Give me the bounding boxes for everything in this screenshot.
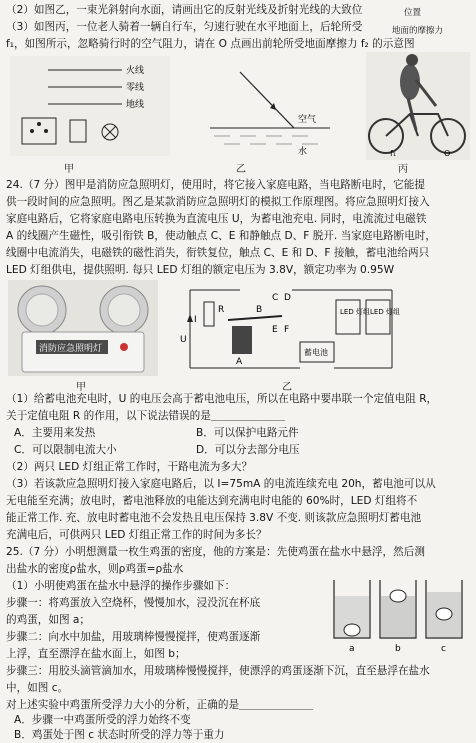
q24-option-b: B．可以保护电路元件 <box>196 427 299 439</box>
beaker-c-label: c <box>441 644 446 654</box>
q24-option-d: D．可以分去部分电压 <box>196 444 300 456</box>
q24-option-a: A．主要用来发热 <box>14 427 96 439</box>
q25-step2-a: 步骤二：向水中加盐，用玻璃棒慢慢搅拌，使鸡蛋逐渐 <box>6 631 261 643</box>
q25-step1-b: 的鸡蛋，如图 a； <box>6 614 91 626</box>
q25-step3-b: 中，如图 c。 <box>6 682 69 694</box>
q25-option-b: B．鸡蛋处于图 c 状态时所受的浮力等于重力 <box>14 729 225 741</box>
q24-sub1-line-2: 关于定值电阻 R 的作用，以下说法错误的是＿＿＿＿＿＿＿ <box>6 410 285 422</box>
air-label: 空气 <box>298 115 317 125</box>
contact-f-label: F <box>284 325 290 335</box>
figure-beakers <box>330 572 470 654</box>
caption-yi-23: 乙 <box>236 164 246 175</box>
battery-label: 蓄电池 <box>304 348 328 357</box>
q24-sub1-line-1: （1）给蓄电池充电时，U 的电压会高于蓄电池电压，所以在电路中要串联一个定值电阻 R， <box>6 393 438 405</box>
caption-yi-24: 乙 <box>282 382 292 393</box>
figure-yi-circuit <box>180 282 402 376</box>
led-group-1-label: LED 灯组 <box>340 308 370 316</box>
q24-line-4: A 的线圈产生磁性，吸引衔铁 B，使动触点 C、E 和静触点 D、F 脱开. 当家庭电路断电时， <box>6 230 436 242</box>
contact-e-label: E <box>272 325 278 335</box>
q25-step3-a: 步骤三：用胶头滴管滴加水，用玻璃棒慢慢搅拌，使漂浮的鸡蛋逐渐下沉，直至悬浮在盐水 <box>6 665 430 677</box>
beaker-a-label: a <box>349 644 355 654</box>
q23-handwritten-friction: 地面的摩擦力 <box>392 26 444 36</box>
figure-bing-cyclist <box>366 52 470 160</box>
rider-head-icon <box>406 54 418 66</box>
water-label: 水 <box>298 147 308 157</box>
beaker-b-label: b <box>395 644 401 654</box>
q25-step2-b: 上浮，直至漂浮在盐水面上，如图 b； <box>6 648 186 660</box>
wire-neutral-label: 零线 <box>126 83 145 93</box>
electromagnet-icon <box>232 326 252 354</box>
beaker-c-icon <box>426 580 462 638</box>
incident-ray <box>240 72 294 128</box>
beaker-a-icon <box>334 580 370 638</box>
q24-line-2: 供一段时间的应急照明。图乙是某款消防应急照明灯的模拟工作原理图。将应急照明灯接入 <box>6 196 430 208</box>
q24-sub3-line-3: 能正常工作. 充、放电时蓄电池不会发热且电压保持 3.8V 不变. 则该款应急照明灯蓄电池 <box>6 512 422 524</box>
point-o-label: O <box>444 149 451 158</box>
voltage-label: U <box>180 335 187 345</box>
q23-line-4: f₁，如图所示，忽略骑行时的空气阻力，请在 O 点画出前轮所受地面摩擦力 f₂ 的示意图 <box>6 38 415 50</box>
wire-live-label: 火线 <box>126 66 145 76</box>
wire-ground-label: 地线 <box>126 100 145 110</box>
q24-sub3-line-2: 无电能至充满；放电时，蓄电池释放的电能达到充满电时电能的 60%时，LED 灯组将不 <box>6 495 418 507</box>
f1-label: f₁ <box>390 149 397 158</box>
q23-handwritten-position: 位置 <box>404 8 422 18</box>
armature-label: B <box>256 305 263 315</box>
q25-line-1: 25.（7 分）小明想测量一枚生鸡蛋的密度，他的方案是：先使鸡蛋在盐水中悬浮，然后测 <box>6 546 425 558</box>
led-group-1-icon <box>336 300 360 334</box>
q24-sub3-line-1: （3）若该款应急照明灯接入家庭电路后，以 I=75mA 的电流连续充电 20h，蓄电池可以从 <box>6 478 436 490</box>
q25-line-2: 出盐水的密度ρ盐水，则ρ鸡蛋=ρ盐水 <box>6 563 184 575</box>
q24-option-c: C．可以限制电流大小 <box>14 444 117 456</box>
led-group-2-label: LED 灯组 <box>370 308 400 316</box>
caption-jia-23: 甲 <box>64 164 74 175</box>
q25-option-a: A．步骤一中鸡蛋所受的浮力始终不变 <box>14 714 191 726</box>
q25-sub1-intro: （1）小明使鸡蛋在盐水中悬浮的操作步骤如下： <box>6 580 236 592</box>
q23-line-3: （3）如图丙，一位老人骑着一辆自行车，匀速行驶在水平地面上，后轮所受 <box>6 21 363 33</box>
q23-line-2: （2）如图乙，一束光斜射向水面，请画出它的反射光线及折射光线的大致位 <box>6 4 363 16</box>
contact-c-label: C <box>272 293 279 303</box>
q24-line-3: 家庭电路后，它将家庭电路电压转换为直流电压 U，为蓄电池充电. 同时，电流流过电磁铁 <box>6 213 427 225</box>
figure-jia-emergency-light <box>8 280 158 376</box>
magnet-label: A <box>236 357 243 367</box>
contact-d-label: D <box>284 293 291 303</box>
caption-jia-24: 甲 <box>76 382 86 393</box>
q25-question: 对上述实验中鸡蛋所受浮力大小的分析，正确的是＿＿＿＿＿＿＿ <box>6 699 314 711</box>
indicator-icon <box>120 343 128 351</box>
resistor-label: R <box>218 305 225 315</box>
device-label: 消防应急照明灯 <box>39 344 103 354</box>
beaker-b-icon <box>380 580 416 638</box>
q24-line-1: 24.（7 分）图甲是消防应急照明灯，使用时，将它接入家庭电路，当电路断电时，它能提 <box>6 179 425 191</box>
q25-step1-a: 步骤一：将鸡蛋放入空烧杯，慢慢加水，浸没沉在杯底 <box>6 597 261 609</box>
led-group-2-icon <box>366 300 390 334</box>
caption-bing-23: 丙 <box>398 164 408 175</box>
figure-jia-wiring <box>10 56 170 156</box>
q24-sub3-line-4: 充满电后，可供两只 LED 灯组正常工作的时间为多长？ <box>6 529 267 541</box>
armature-icon <box>228 316 282 320</box>
q24-line-6: LED 灯组供电，提供照明. 每只 LED 灯组的额定电压为 3.8V，额定功率为 0.95W <box>6 264 395 276</box>
q24-line-5: 线圈中电流消失，电磁铁的磁性消失，衔铁复位，触点 C、E 和 D、F 接触，蓄电池给两只 <box>6 247 430 259</box>
q24-sub2: （2）两只 LED 灯组正常工作时，干路电流为多大？ <box>6 461 253 473</box>
resistor-icon <box>204 302 214 326</box>
current-label: I <box>194 315 197 325</box>
figure-yi-light-water <box>210 62 330 162</box>
